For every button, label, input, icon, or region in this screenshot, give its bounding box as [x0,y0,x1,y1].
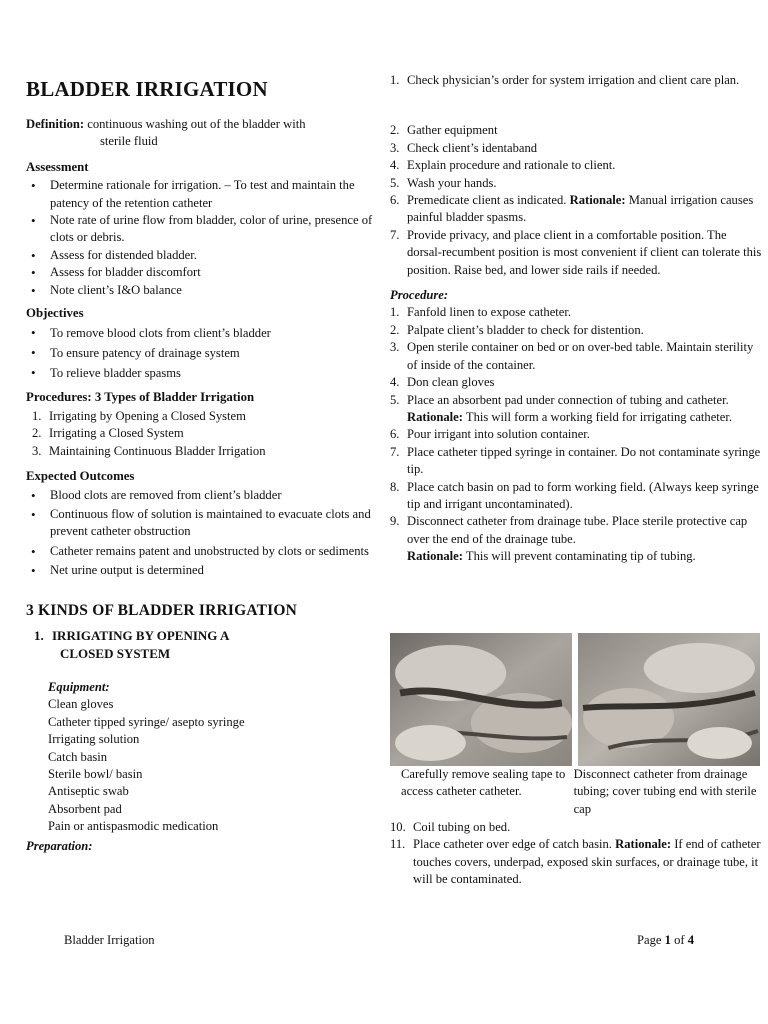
objectives-list [26,323,376,383]
list-item: • Net urine output is determined [50,562,376,579]
procedure-steps [390,304,762,565]
list-item: Clean gloves [48,697,114,712]
list-item: 5. Place an absorbent pad under connection of tubing and catheter. Rationale: This will form a working field for irrigating catheter. [390,392,733,424]
final-steps [390,819,762,891]
list-item: 7. Provide privacy, and place client in a comfortable position. The dorsal-recumbent position is most convenient if client can tolerate this position. Raise bed, and lower side rails if needed. [390,227,762,277]
assessment-heading: Assessment [26,159,89,174]
list-item: 4. Explain procedure and rationale to client. [390,158,616,173]
list-item: • Continuous flow of solution is maintained to evacuate clots and prevent catheter obstruction [50,506,376,541]
photo-captions [398,766,762,818]
preparation-heading: Preparation: [26,838,93,853]
list-item: 2. Gather equipment [390,123,498,138]
outcomes-heading: Expected Outcomes [26,469,135,484]
left-column [26,72,376,855]
list-item: 5. Wash your hands. [390,175,497,190]
list-item: • Determine rationale for irrigation. – To test and maintain the patency of the retention catheter [50,177,376,212]
list-item: 11. Place catheter over edge of catch basin. Rationale: If end of catheter touches covers, underpad, exposed skin surfaces, or drainage tube, it will be contaminated. [390,837,761,887]
list-item: Irrigating solution [48,732,140,747]
definition-text-cont: sterile fluid [100,134,158,149]
equipment-list [48,696,376,835]
procedures-heading: Procedures: 3 Types of Bladder Irrigation [26,390,255,405]
definition [26,116,376,151]
list-item: Antiseptic swab [48,784,129,799]
list-item: 1. Check physician’s order for system irrigation and client care plan. [390,73,740,87]
list-item: 8. Place catch basin on pad to form working field. (Always keep syringe tip and irrigant uncontaminated). [390,479,759,511]
definition-label: Definition: [26,117,85,131]
caption-right: Disconnect catheter from drainage tubing; cover tubing end with sterile cap [573,767,757,816]
list-item: 4. Don clean gloves [390,375,495,390]
list-item: • Catheter remains patent and unobstructed by clots or sediments [50,543,376,560]
list-item: 6. Premedicate client as indicated. Rationale: Manual irrigation causes painful bladder spasms. [390,193,754,225]
equipment-heading: Equipment: [48,679,110,694]
list-item: • Assess for distended bladder. [50,247,376,264]
list-item: Sterile bowl/ basin [48,766,143,781]
list-item: • Note rate of urine flow from bladder, color of urine, presence of clots or debris. [50,212,376,247]
list-item: Catheter tipped syringe/ asepto syringe [48,714,245,729]
list-item: • Assess for bladder discomfort [50,264,376,281]
page-title: BLADDER IRRIGATION [26,77,268,101]
list-item: 9. Disconnect catheter from drainage tube. Place sterile protective cap over the end of the drainage tube. Rationale: This will prevent contaminating tip of tubing. [390,514,748,564]
photo-right-panel [578,633,760,766]
list-item: 6. Pour irrigant into solution container. [390,427,590,442]
list-item: • To remove blood clots from client’s bladder [50,323,376,343]
list-item: 7. Place catheter tipped syringe in container. Do not contaminate syringe tip. [390,444,761,477]
section-heading: 3 KINDS OF BLADDER IRRIGATION [26,601,298,619]
spacer [390,89,762,122]
list-item: 3. Open sterile container on bed or on over-bed table. Maintain sterility of inside of the container. [390,340,754,372]
list-item: • To ensure patency of drainage system [50,343,376,363]
objectives-heading: Objectives [26,306,84,321]
assessment-list [26,177,376,299]
procedures-list [26,408,376,460]
footer-title: Bladder Irrigation [64,933,155,947]
preparation-steps [390,72,762,279]
list-item: 1. Irrigating by Opening a Closed System [32,408,246,423]
outcomes-list [26,487,376,580]
list-item: • Note client’s I&O balance [50,282,376,299]
subsection-heading: 1. IRRIGATING BY OPENING A CLOSED SYSTEM [34,627,230,661]
list-item: Absorbent pad [48,801,122,816]
procedure-photo [390,633,760,766]
procedure-heading: Procedure: [390,288,449,303]
photo-left-panel [390,633,572,766]
list-item: • To relieve bladder spasms [50,363,376,383]
list-item: 10. Coil tubing on bed. [390,820,511,834]
page-number: Page 1 of 4 [637,933,695,947]
list-item: Pain or antispasmodic medication [48,819,219,834]
list-item: Catch basin [48,749,108,764]
list-item: • Blood clots are removed from client’s bladder [50,487,376,504]
list-item: 2. Irrigating a Closed System [32,426,184,441]
list-item: 3. Check client’s identaband [390,140,538,155]
definition-text: continuous washing out of the bladder with [87,117,306,131]
list-item: 3. Maintaining Continuous Bladder Irrigation [32,443,266,458]
caption-left: Carefully remove sealing tape to access catheter catheter. [401,767,566,799]
list-item: 2. Palpate client’s bladder to check for distention. [390,322,644,337]
list-item: 1. Fanfold linen to expose catheter. [390,305,572,320]
right-column [390,72,762,568]
